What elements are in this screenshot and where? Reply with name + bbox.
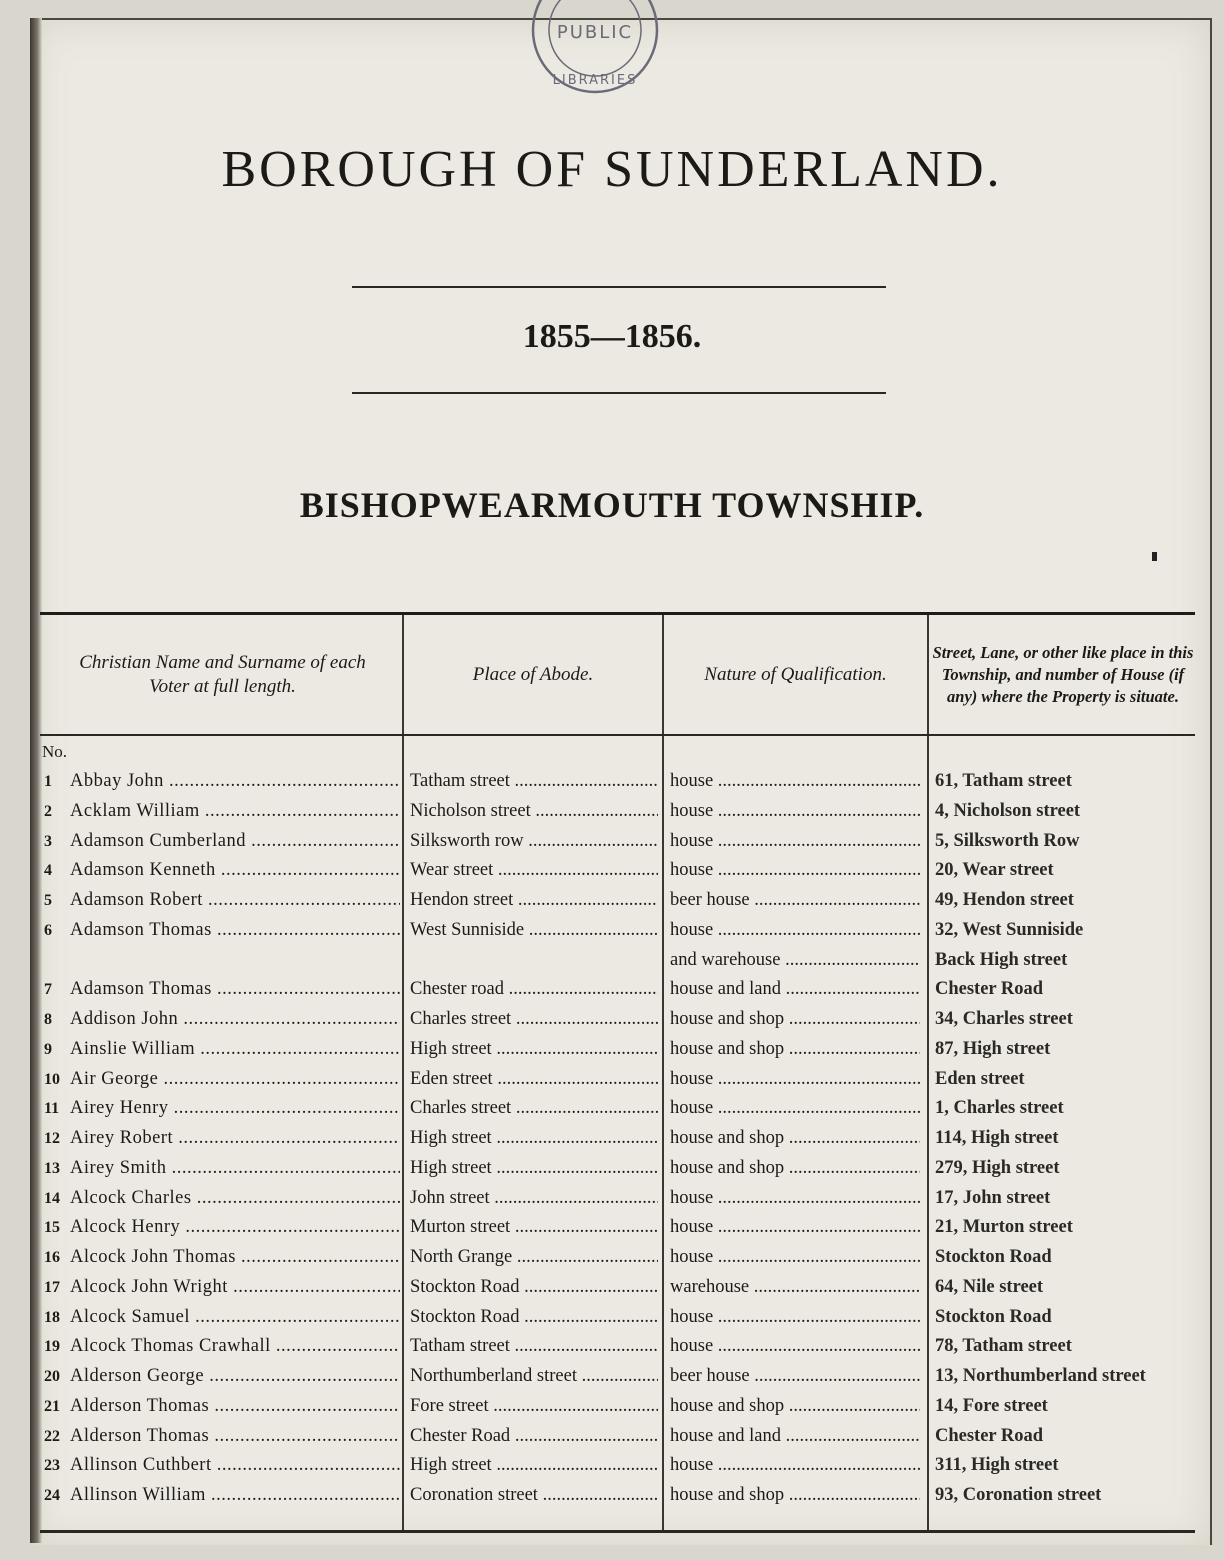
row-number: 21	[44, 1397, 60, 1415]
place-of-abode: Fore street .....	[410, 1396, 658, 1417]
nature-of-qualification: house .....	[670, 1247, 920, 1268]
years-rule	[352, 392, 886, 394]
row-number: 22	[44, 1427, 60, 1445]
property-street: 13, Northumberland street	[935, 1366, 1146, 1386]
row-number: 7	[44, 981, 52, 999]
place-of-abode: John street .....	[410, 1188, 658, 1209]
table-row	[40, 917, 1195, 947]
place-of-abode: High street .....	[410, 1158, 658, 1179]
place-of-abode: Chester road .....	[410, 979, 658, 1000]
nature-of-qualification: house .....	[670, 1336, 920, 1357]
table-row	[40, 1095, 1195, 1125]
nature-of-qualification: beer house .....	[670, 1366, 920, 1387]
stamp-top-text: PUBLIC	[556, 22, 634, 43]
row-number: 20	[44, 1368, 60, 1385]
property-street: Chester Road	[935, 1425, 1044, 1446]
table-bottom-rule	[40, 1530, 1195, 1533]
voter-name: Airey Robert .....	[70, 1128, 400, 1149]
table-row	[40, 1304, 1195, 1334]
row-number: 8	[44, 1011, 52, 1028]
nature-of-qualification: house and shop .....	[670, 1009, 920, 1030]
table-row	[40, 1036, 1195, 1066]
property-street: 279, High street	[935, 1157, 1060, 1178]
place-of-abode: Nicholson street .....	[410, 801, 658, 822]
place-of-abode: Stockton Road .....	[410, 1307, 658, 1328]
nature-of-qualification: house and land .....	[670, 979, 920, 1000]
row-number: 19	[44, 1338, 60, 1356]
ink-mark	[1152, 552, 1157, 561]
header-street: Street, Lane, or other like place in this Township, and number of House (if any) where the Property is situate.	[932, 643, 1194, 706]
row-number: 4	[44, 862, 52, 880]
property-street: 78, Tatham street	[935, 1336, 1072, 1357]
nature-of-qualification: beer house .....	[670, 890, 920, 911]
place-of-abode: Hendon street .....	[410, 890, 658, 911]
property-street: 49, Hendon street	[935, 890, 1074, 910]
stamp-bottom-text: LIBRARIES	[552, 73, 638, 88]
township-heading: BISHOPWEARMOUTH TOWNSHIP.	[299, 485, 925, 525]
voter-name: Adamson Thomas .....	[70, 920, 400, 941]
row-number: 23	[44, 1457, 60, 1475]
row-number: 15	[44, 1219, 60, 1237]
table-row	[40, 1006, 1195, 1036]
voter-name: Acklam William .....	[70, 801, 400, 822]
voter-name: Alderson Thomas .....	[70, 1426, 400, 1447]
place-of-abode: Murton street .....	[410, 1217, 658, 1238]
property-street: 87, High street	[935, 1038, 1051, 1059]
nature-of-qualification: house and shop .....	[670, 1158, 920, 1179]
voter-name: Alcock John Thomas .....	[70, 1247, 400, 1268]
place-of-abode: Northumberland street .....	[410, 1366, 658, 1387]
nature-of-qualification: house .....	[670, 801, 920, 822]
property-street: 34, Charles street	[935, 1009, 1073, 1029]
title-rule	[352, 286, 886, 288]
table-row	[40, 1482, 1195, 1512]
table-row	[40, 1125, 1195, 1155]
table-row	[40, 1155, 1195, 1185]
nature-of-qualification: house .....	[670, 771, 920, 792]
row-number: 13	[44, 1159, 60, 1177]
voter-name: Alcock John Wright .....	[70, 1277, 400, 1298]
table-row	[40, 1274, 1195, 1304]
row-number: 1	[44, 773, 52, 790]
property-street: 64, Nile street	[935, 1276, 1044, 1297]
voter-name: Adamson Robert .....	[70, 890, 400, 911]
document-title: BOROUGH OF SUNDERLAND.	[221, 141, 1003, 198]
years-heading: 1855—1856.	[522, 318, 702, 355]
table-row	[40, 798, 1195, 828]
nature-of-qualification: house and land .....	[670, 1426, 920, 1447]
nature-of-qualification: house .....	[670, 1217, 920, 1238]
row-number: 6	[44, 921, 52, 939]
table-row	[40, 828, 1195, 858]
place-of-abode: West Sunniside .....	[410, 920, 658, 941]
row-number: 11	[44, 1100, 60, 1118]
row-number: 24	[44, 1487, 60, 1504]
place-of-abode: Silksworth row .....	[410, 831, 658, 852]
row-number: 18	[44, 1308, 60, 1326]
table-row	[40, 857, 1195, 887]
voter-name: Alcock Henry .....	[70, 1217, 400, 1238]
nature-of-qualification: house .....	[670, 1098, 920, 1119]
table-top-rule	[40, 612, 1195, 615]
place-of-abode: Tatham street .....	[410, 1336, 658, 1357]
nature-of-qualification: house .....	[670, 1069, 920, 1090]
nature-of-qualification: house .....	[670, 1188, 920, 1209]
voter-name: Alcock Thomas Crawhall .....	[70, 1336, 400, 1357]
table-row	[40, 1244, 1195, 1274]
nature-of-qualification: house and shop .....	[670, 1128, 920, 1149]
table-row	[40, 1066, 1195, 1096]
table-row	[40, 947, 1195, 977]
place-of-abode: Tatham street .....	[410, 771, 658, 792]
voter-name: Allinson Cuthbert .....	[70, 1455, 400, 1476]
nature-of-qualification: house and shop .....	[670, 1396, 920, 1417]
row-number: 5	[44, 892, 52, 909]
property-street: 21, Murton street	[935, 1217, 1073, 1238]
nature-of-qualification: house .....	[670, 1455, 920, 1476]
property-street: 93, Coronation street	[935, 1485, 1102, 1505]
property-street: 32, West Sunniside	[935, 919, 1084, 940]
table-row	[40, 1214, 1195, 1244]
row-number: 9	[44, 1040, 52, 1058]
property-street: 20, Wear street	[935, 860, 1054, 881]
place-of-abode: Charles street .....	[410, 1098, 658, 1119]
place-of-abode: Stockton Road .....	[410, 1277, 658, 1298]
voter-name: Alderson Thomas .....	[70, 1396, 400, 1417]
property-street: Chester Road	[935, 979, 1044, 1000]
place-of-abode: High street .....	[410, 1128, 658, 1149]
place-of-abode: Charles street .....	[410, 1009, 658, 1030]
voter-name: Adamson Cumberland .....	[70, 831, 400, 852]
property-street: 14, Fore street	[935, 1395, 1048, 1416]
property-street: 1, Charles street	[935, 1098, 1064, 1119]
nature-of-qualification: warehouse .....	[670, 1277, 920, 1298]
table-row	[40, 1423, 1195, 1453]
place-of-abode: High street .....	[410, 1039, 658, 1060]
place-of-abode: Wear street .....	[410, 860, 658, 881]
place-of-abode: Chester Road .....	[410, 1426, 658, 1447]
place-of-abode: North Grange .....	[410, 1247, 658, 1268]
property-street: 114, High street	[935, 1128, 1059, 1148]
voter-name: Adamson Kenneth .....	[70, 860, 400, 881]
property-street: 4, Nicholson street	[935, 800, 1081, 821]
table-row	[40, 1333, 1195, 1363]
nature-of-qualification: house .....	[670, 920, 920, 941]
property-street: 311, High street	[935, 1455, 1059, 1476]
table-row	[40, 1393, 1195, 1423]
voter-name: Ainslie William .....	[70, 1039, 400, 1060]
row-number: 10	[44, 1070, 60, 1088]
row-number: 17	[44, 1278, 60, 1296]
row-number: 3	[44, 832, 52, 850]
number-column-label: No.	[42, 742, 68, 761]
row-number: 12	[44, 1130, 60, 1147]
header-name: Christian Name and Surname of each Voter at full length.	[79, 652, 366, 697]
table-row	[40, 887, 1195, 917]
place-of-abode: High street .....	[410, 1455, 658, 1476]
nature-of-qualification: house and shop .....	[670, 1485, 920, 1506]
table-row	[40, 768, 1195, 798]
voter-name: Alcock Charles .....	[70, 1188, 400, 1209]
row-number: 14	[44, 1189, 60, 1207]
header-abode: Place of Abode.	[472, 664, 594, 685]
voter-name: Allinson William .....	[70, 1485, 400, 1506]
nature-of-qualification: house .....	[670, 1307, 920, 1328]
nature-of-qualification: house .....	[670, 860, 920, 881]
table-row	[40, 976, 1195, 1006]
voter-name: Airey Henry .....	[70, 1098, 400, 1119]
place-of-abode: Eden street .....	[410, 1069, 658, 1090]
property-street: Eden street	[935, 1068, 1025, 1089]
property-street: Stockton Road	[935, 1306, 1052, 1327]
voter-table	[40, 612, 1195, 1534]
voter-name: Abbay John .....	[70, 771, 400, 792]
header-bottom-rule	[40, 734, 1195, 736]
row-number: 16	[44, 1249, 60, 1266]
property-street: 61, Tatham street	[935, 771, 1072, 791]
row-number: 2	[44, 802, 52, 820]
library-stamp	[530, 0, 660, 100]
voter-name: Air George .....	[70, 1069, 400, 1090]
voter-name: Airey Smith .....	[70, 1158, 400, 1179]
table-row	[40, 1452, 1195, 1482]
voter-name: Adamson Thomas .....	[70, 979, 400, 1000]
table-row	[40, 1363, 1195, 1393]
table-row	[40, 1185, 1195, 1215]
voter-name: Addison John .....	[70, 1009, 400, 1030]
nature-of-qualification: house .....	[670, 831, 920, 852]
header-qualification: Nature of Qualification.	[704, 664, 887, 685]
voter-name: Alcock Samuel .....	[70, 1307, 400, 1328]
place-of-abode: Coronation street .....	[410, 1485, 658, 1506]
property-street: Stockton Road	[935, 1247, 1052, 1267]
voter-name: Alderson George .....	[70, 1366, 400, 1387]
nature-of-qualification: house and shop .....	[670, 1039, 920, 1060]
property-street: Back High street	[935, 949, 1068, 970]
property-street: 5, Silksworth Row	[935, 830, 1080, 851]
nature-of-qualification: and warehouse .....	[670, 950, 920, 971]
property-street: 17, John street	[935, 1187, 1051, 1208]
